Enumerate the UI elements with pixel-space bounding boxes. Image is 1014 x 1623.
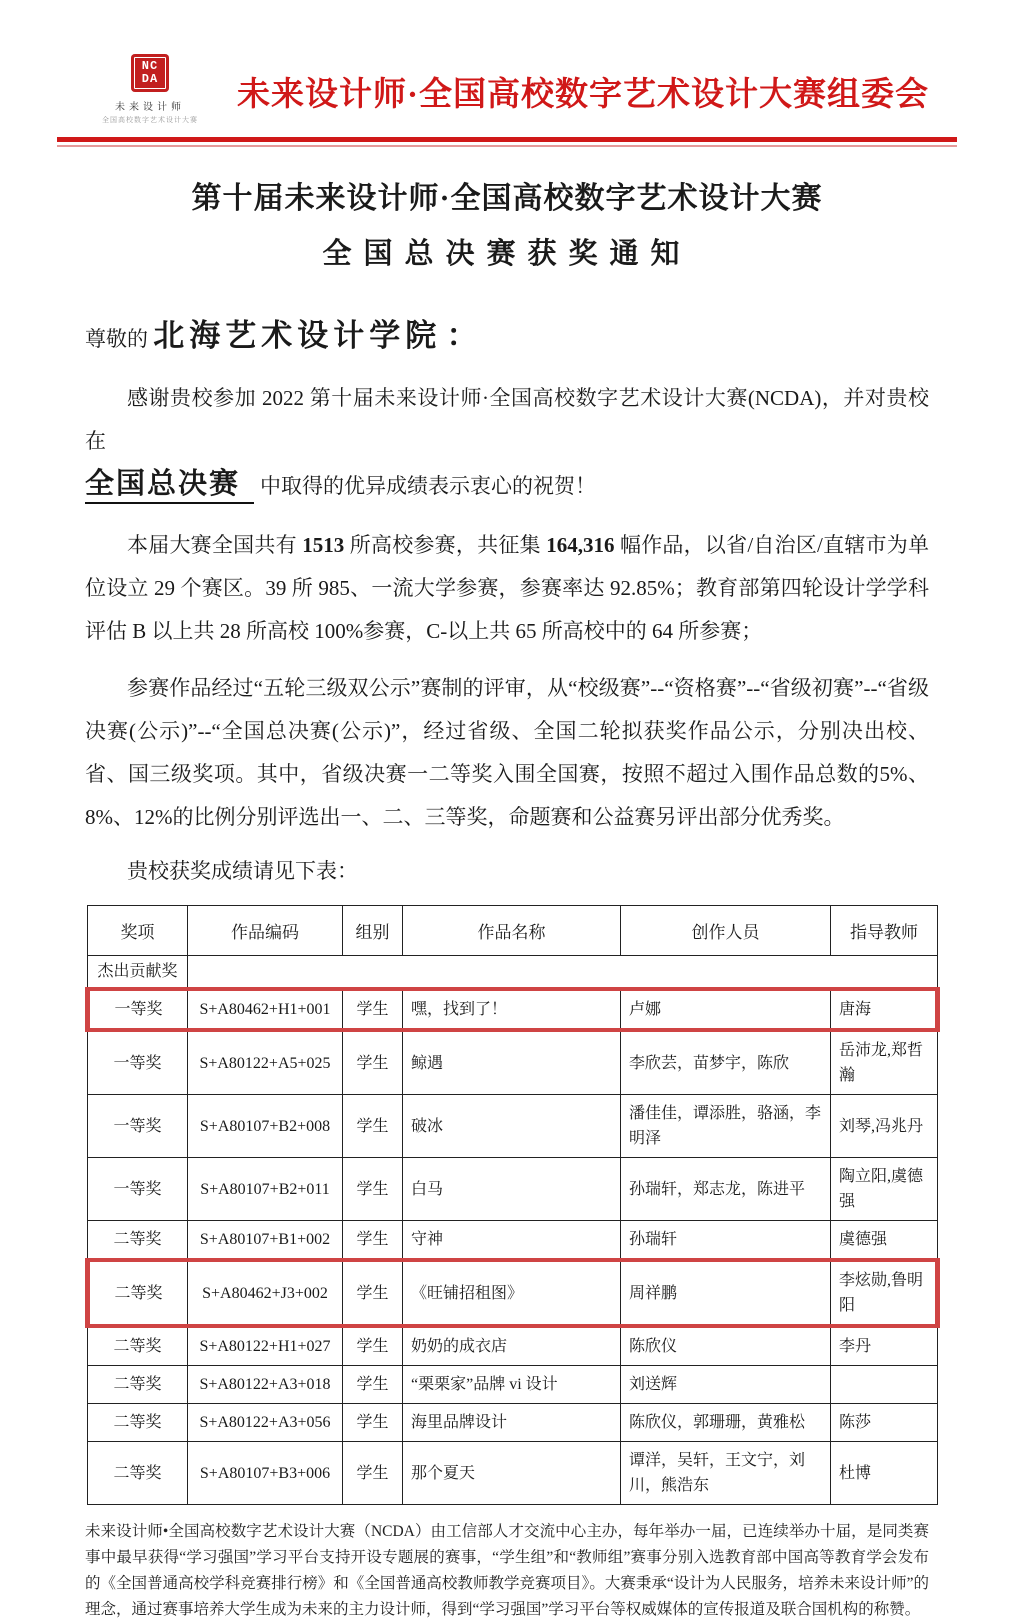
teachers-cell: 岳沛龙,郑哲瀚 (831, 1030, 938, 1095)
stats-num-schools: 1513 (302, 533, 345, 557)
stats-text-3: 幅作品，以省/自治区/直辖市为单位设立 29 个赛区。39 所 985、一流大学参赛，参赛率达 92.85%；教育部第四轮设计学学科评估 B 以上共 28 所高校 100%参赛，C-以上共 65 所高校中的 64 所参赛； (85, 533, 930, 643)
group-cell: 学生 (343, 1158, 403, 1221)
title-cell: 奶奶的成衣店 (403, 1326, 621, 1366)
masthead (57, 54, 957, 125)
paragraph-thanks-line1: 感谢贵校参加 2022 第十届未来设计师·全国高校数字艺术设计大赛(NCDA)，并对贵校在 (85, 386, 929, 453)
group-cell: 学生 (343, 1366, 403, 1404)
creators-cell: 孙瑞轩，郑志龙，陈进平 (621, 1158, 831, 1221)
creators-cell: 周祥鹏 (621, 1260, 831, 1326)
stats-text-1: 本届大赛全国共有 (127, 533, 303, 557)
creators-cell: 卢娜 (621, 989, 831, 1030)
header-rule (57, 137, 957, 147)
table-row (88, 1030, 938, 1095)
teachers-cell: 虞德强 (831, 1221, 938, 1261)
title-cell: “栗栗家”品牌 vi 设计 (403, 1366, 621, 1404)
code-cell: S+A80122+A5+025 (188, 1030, 343, 1095)
table-row (88, 1221, 938, 1261)
code-cell: S+A80462+H1+001 (188, 989, 343, 1030)
salutation (85, 310, 929, 355)
award-cell: 二等奖 (88, 1404, 188, 1442)
paragraph-thanks (85, 377, 929, 508)
paragraph-process: 参赛作品经过“五轮三级双公示”赛制的评审，从“校级赛”--“资格赛”--“省级初赛”--“省级决赛(公示)”--“全国总决赛(公示)”，经过省级、全国二轮拟获奖作品公示，分别决出校、省、国三级奖项。其中，省级决赛一二等奖入围全国赛，按照不超过入围作品总数的5%、8%、12%的比例分别评选出一、二、三等奖，命题赛和公益赛另评出部分优秀奖。 (85, 676, 929, 829)
paragraph-thanks-line2 (85, 463, 929, 508)
ncda-seal-icon (131, 54, 169, 92)
award-cell: 二等奖 (88, 1221, 188, 1261)
teachers-cell: 杜博 (831, 1442, 938, 1505)
teachers-cell (831, 1366, 938, 1404)
award-cell: 一等奖 (88, 1158, 188, 1221)
table-row (88, 1442, 938, 1505)
teachers-cell: 陈莎 (831, 1404, 938, 1442)
column-header-teachers: 指导教师 (831, 906, 938, 956)
award-cell: 二等奖 (88, 1260, 188, 1326)
creators-cell: 潘佳佳，谭添胜，骆涵，李明泽 (621, 1095, 831, 1158)
logo-subtitle: 全国高校数字艺术设计大赛 (102, 116, 198, 124)
letter-body (85, 310, 929, 1505)
logo-name: 未来设计师 (115, 102, 185, 113)
school-name: 北海艺术设计学院 (153, 318, 442, 353)
title-cell: 守神 (403, 1221, 621, 1261)
teachers-cell: 刘琴,冯兆丹 (831, 1095, 938, 1158)
code-cell: S+A80462+J3+002 (188, 1260, 343, 1326)
seal-text-bottom: DA (141, 72, 159, 86)
table-intro: 贵校获奖成绩请见下表： (127, 859, 358, 883)
group-cell: 学生 (343, 989, 403, 1030)
column-header-creators: 创作人员 (621, 906, 831, 956)
award-cell: 二等奖 (88, 1366, 188, 1404)
group-cell: 学生 (343, 1095, 403, 1158)
code-cell: S+A80107+B2+008 (188, 1095, 343, 1158)
stats-text-2: 所高校参赛，共征集 (344, 533, 547, 557)
column-header-group: 组别 (343, 906, 403, 956)
paragraph-thanks-rest: 中取得的优异成绩表示衷心的祝贺！ (260, 474, 597, 498)
committee-title: 未来设计师·全国高校数字艺术设计大赛组委会 (236, 77, 929, 113)
title-cell: 嘿，找到了！ (403, 989, 621, 1030)
salutation-prefix: 尊敬的 (85, 327, 148, 351)
awards-table (85, 905, 940, 1505)
code-cell: S+A80107+B3+006 (188, 1442, 343, 1505)
table-row (88, 1366, 938, 1404)
teachers-cell: 李炫勋,鲁明阳 (831, 1260, 938, 1326)
table-row (88, 1158, 938, 1221)
doc-title-line1: 第十届未来设计师·全国高校数字艺术设计大赛 (191, 182, 823, 215)
column-header-title: 作品名称 (403, 906, 621, 956)
footer-note: 未来设计师•全国高校数字艺术设计大赛（NCDA）由工信部人才交流中心主办，每年举办一届，已连续举办十届，是同类赛事中最早获得“学习强国”学习平台支持开设专题展的赛事，“学生组”和“教师组”赛事分别入选教育部中国高等教育学会发布的《全国普通高校学科竞赛排行榜》和《全国普通高校教师教学竞赛项目》。大赛秉承“设计为人民服务，培养未来设计师”的理念，通过赛事培养大学生成为未来的主力设计师，得到“学习强国”学习平台等权威媒体的宣传报道及联合国机构的称赞。 (85, 1523, 929, 1618)
section-row-contribution (88, 956, 938, 990)
table-row (88, 1404, 938, 1442)
column-header-code: 作品编码 (188, 906, 343, 956)
table-row (88, 1095, 938, 1158)
group-cell: 学生 (343, 1260, 403, 1326)
award-cell: 二等奖 (88, 1442, 188, 1505)
table-header-row (88, 906, 938, 956)
creators-cell: 陈欣仪，郭珊珊，黄雅松 (621, 1404, 831, 1442)
award-cell: 一等奖 (88, 1095, 188, 1158)
org-logo (91, 54, 209, 125)
creators-cell: 孙瑞轩 (621, 1221, 831, 1261)
teachers-cell: 唐海 (831, 989, 938, 1030)
header-rule-thin (57, 145, 957, 147)
table-row-highlighted (88, 1260, 938, 1326)
table-row-highlighted (88, 989, 938, 1030)
title-cell: 那个夏天 (403, 1442, 621, 1505)
group-cell: 学生 (343, 1442, 403, 1505)
group-cell: 学生 (343, 1030, 403, 1095)
paragraph-stats (85, 524, 929, 653)
salutation-colon: ： (446, 318, 483, 353)
finals-highlight: 全国总决赛 (85, 468, 254, 504)
creators-cell: 李欣芸，苗梦宇，陈欣 (621, 1030, 831, 1095)
award-cell: 一等奖 (88, 1030, 188, 1095)
title-cell: 海里品牌设计 (403, 1404, 621, 1442)
doc-title (0, 173, 1014, 272)
doc-title-line2: 全国总决赛获奖通知 (322, 238, 692, 270)
section-empty-cell (188, 956, 938, 990)
award-cell: 一等奖 (88, 989, 188, 1030)
code-cell: S+A80107+B2+011 (188, 1158, 343, 1221)
teachers-cell: 陶立阳,虞德强 (831, 1158, 938, 1221)
code-cell: S+A80122+A3+018 (188, 1366, 343, 1404)
seal-text-top: NC (141, 59, 159, 73)
award-cell: 杰出贡献奖 (88, 956, 188, 990)
stats-num-works: 164,316 (546, 533, 615, 557)
title-cell: 鲸遇 (403, 1030, 621, 1095)
column-header-award: 奖项 (88, 906, 188, 956)
title-cell: 破冰 (403, 1095, 621, 1158)
code-cell: S+A80107+B1+002 (188, 1221, 343, 1261)
creators-cell: 陈欣仪 (621, 1326, 831, 1366)
teachers-cell: 李丹 (831, 1326, 938, 1366)
group-cell: 学生 (343, 1326, 403, 1366)
table-row (88, 1326, 938, 1366)
creators-cell: 刘送辉 (621, 1366, 831, 1404)
code-cell: S+A80122+A3+056 (188, 1404, 343, 1442)
group-cell: 学生 (343, 1221, 403, 1261)
code-cell: S+A80122+H1+027 (188, 1326, 343, 1366)
creators-cell: 谭洋，吴轩，王文宁，刘川，熊浩东 (621, 1442, 831, 1505)
title-cell: 白马 (403, 1158, 621, 1221)
group-cell: 学生 (343, 1404, 403, 1442)
title-cell: 《旺铺招租图》 (403, 1260, 621, 1326)
award-cell: 二等奖 (88, 1326, 188, 1366)
